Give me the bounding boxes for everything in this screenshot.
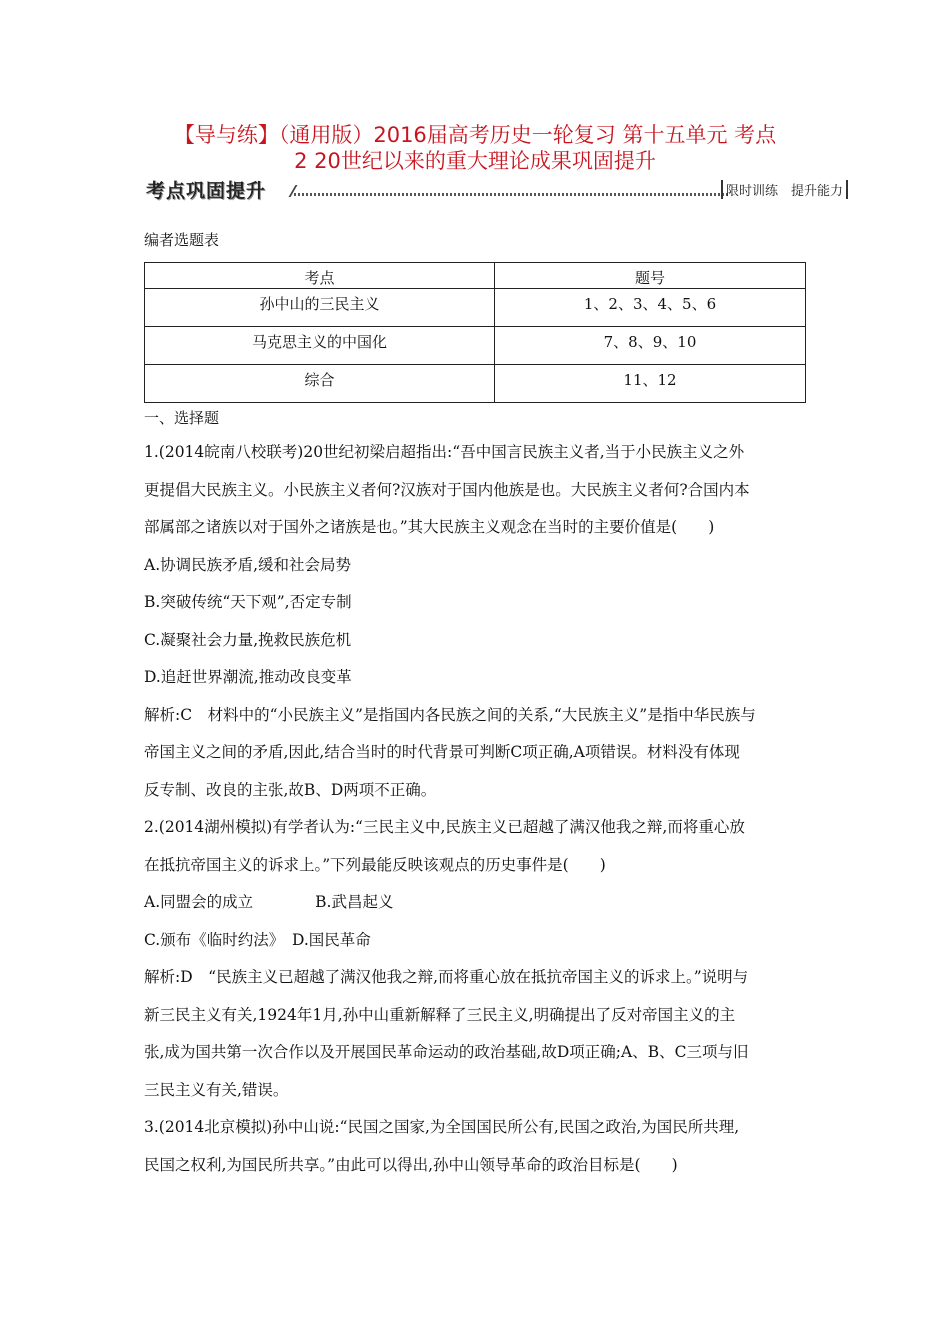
analysis-line: 三民主义有关,错误。 bbox=[144, 1080, 289, 1099]
section-heading: 一、选择题 bbox=[144, 409, 220, 427]
table-row bbox=[145, 289, 806, 327]
table-cell-numbers: 11、12 bbox=[495, 365, 806, 403]
option-a: A.协调民族矛盾,缓和社会局势 bbox=[144, 555, 352, 574]
option-b: B.突破传统“天下观”,否定专制 bbox=[144, 593, 352, 611]
document-title-line-2: 2 20世纪以来的重大理论成果巩固提升 bbox=[294, 149, 656, 173]
table-row bbox=[145, 365, 806, 403]
text-line: 3.(2014北京模拟)孙中山说:“民国之国家,为全国国民所公有,民国之政治,为国民所共理, bbox=[144, 1118, 740, 1136]
analysis-line: 解析:D “民族主义已超越了满汉他我之辩,而将重心放在抵抗帝国主义的诉求上。”说明与 bbox=[144, 968, 749, 986]
table-caption: 编者选题表 bbox=[144, 231, 220, 249]
banner-divider bbox=[294, 193, 728, 196]
text-line: 民国之权利,为国民所共享。”由此可以得出,孙中山领导革命的政治目标是( ) bbox=[144, 1155, 678, 1174]
document-title-line-1: 【导与练】（通用版）2016届高考历史一轮复习 第十五单元 考点 bbox=[173, 123, 777, 147]
text-line: 1.(2014皖南八校联考)20世纪初梁启超指出:“吾中国言民族主义者,当于小民族主义之外 bbox=[144, 443, 745, 461]
analysis-line: 解析:C 材料中的“小民族主义”是指国内各民族之间的关系,“大民族主义”是指中华民族与 bbox=[144, 705, 756, 724]
question-body bbox=[144, 434, 814, 1184]
option-c: C.凝聚社会力量,挽救民族危机 bbox=[144, 630, 352, 649]
text-line: 更提倡大民族主义。小民族主义者何?汉族对于国内他族是也。大民族主义者何?合国内本 bbox=[144, 480, 750, 499]
table-header-numbers: 题号 bbox=[495, 263, 806, 289]
table-header-row bbox=[145, 263, 806, 289]
question-selection-table bbox=[144, 262, 806, 403]
section-banner bbox=[144, 176, 848, 206]
analysis-line: 反专制、改良的主张,故B、D两项不正确。 bbox=[144, 780, 437, 799]
table-cell-numbers: 7、8、9、10 bbox=[495, 327, 806, 365]
option-d: D.追赶世界潮流,推动改良变革 bbox=[144, 668, 352, 686]
banner-right-label: 限时训练 提升能力 bbox=[721, 180, 848, 199]
table-row bbox=[145, 327, 806, 365]
banner-label: 考点巩固提升 bbox=[146, 180, 267, 202]
table-cell-numbers: 1、2、3、4、5、6 bbox=[495, 289, 806, 327]
text-line: 部属部之诸族以对于国外之诸族是也。”其大民族主义观念在当时的主要价值是( ) bbox=[144, 518, 715, 536]
table-cell-topic: 综合 bbox=[145, 365, 495, 403]
analysis-line: 新三民主义有关,1924年1月,孙中山重新解释了三民主义,明确提出了反对帝国主义的主 bbox=[144, 1005, 736, 1024]
text-line: 在抵抗帝国主义的诉求上。”下列最能反映该观点的历史事件是( ) bbox=[144, 855, 606, 874]
option-ab: A.同盟会的成立 B.武昌起义 bbox=[144, 893, 394, 911]
option-cd: C.颁布《临时约法》 D.国民革命 bbox=[144, 930, 371, 949]
analysis-line: 张,成为国共第一次合作以及开展国民革命运动的政治基础,故D项正确;A、B、C三项与旧 bbox=[144, 1043, 749, 1061]
text-line: 2.(2014湖州模拟)有学者认为:“三民主义中,民族主义已超越了满汉他我之辩,而将重心放 bbox=[144, 818, 745, 836]
table-cell-topic: 孙中山的三民主义 bbox=[145, 289, 495, 327]
table-cell-topic: 马克思主义的中国化 bbox=[145, 327, 495, 365]
table-header-topic: 考点 bbox=[145, 263, 495, 289]
analysis-line: 帝国主义之间的矛盾,因此,结合当时的时代背景可判断C项正确,A项错误。材料没有体现 bbox=[144, 743, 740, 761]
